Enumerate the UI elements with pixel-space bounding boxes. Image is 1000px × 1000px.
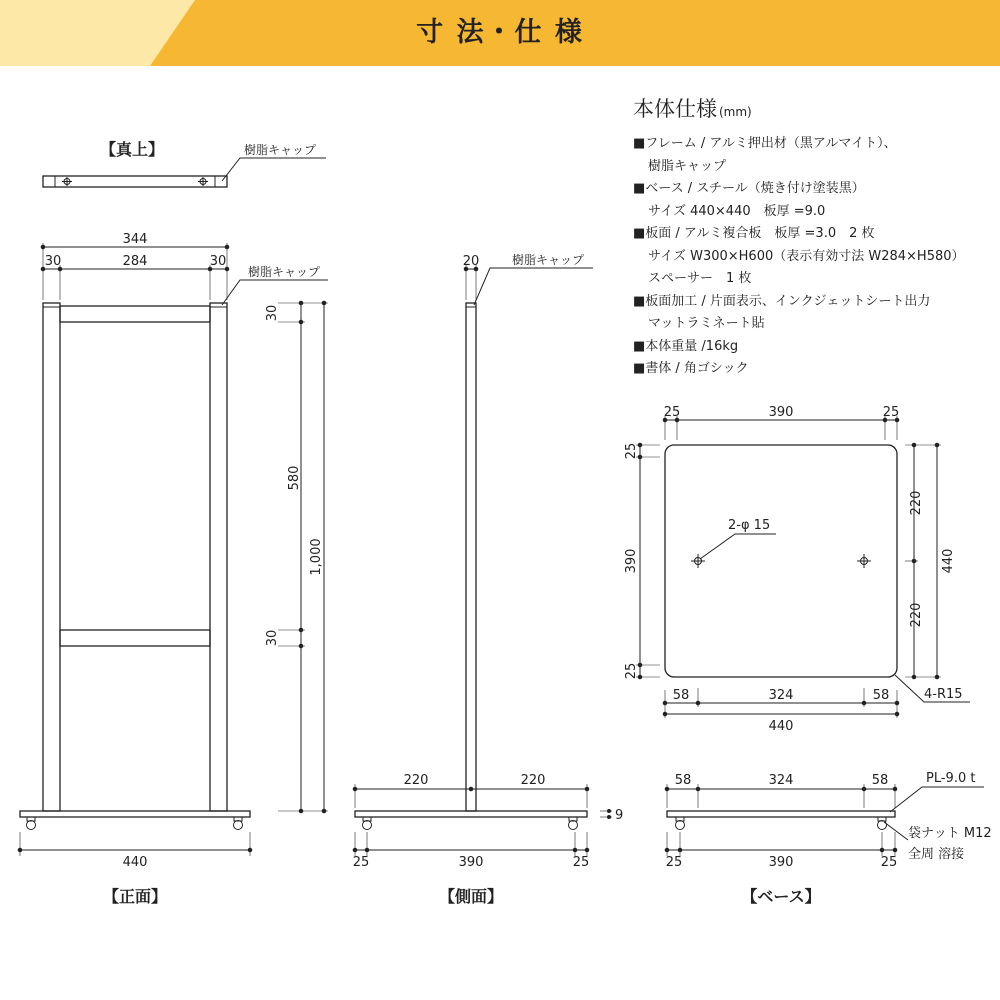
front-cap-leader	[222, 280, 328, 305]
side-dim-bottom-right-label: 25	[572, 855, 590, 870]
top-cap-label: 樹脂キャップ	[244, 143, 317, 157]
side-view	[353, 252, 624, 906]
plate-leader	[890, 787, 984, 812]
spec-line: 樹脂キャップ	[648, 158, 727, 174]
base-dim-left	[624, 443, 660, 680]
side-dim-bottom-left-label: 25	[352, 855, 370, 870]
front-dim-left-label: 30	[44, 254, 62, 269]
base-dim-top-left-label: 25	[663, 405, 681, 420]
base-side-dim-top-right-label: 58	[871, 773, 889, 788]
side-cap-leader	[474, 268, 593, 305]
side-dim-bottom-middle-label: 390	[458, 855, 484, 870]
top-cap-leader	[222, 158, 326, 181]
front-dim-344-label: 344	[122, 232, 148, 247]
base-hole-left	[691, 554, 705, 568]
spec-line: ■書体 / 角ゴシック	[633, 361, 749, 376]
front-dim-row-2	[41, 254, 229, 300]
base-view	[624, 405, 970, 734]
base-hole-right	[857, 554, 871, 568]
side-post	[466, 303, 476, 811]
spec-unit: (mm)	[719, 105, 752, 119]
base-side-dim-top	[665, 773, 897, 808]
top-hole-right	[198, 177, 208, 186]
spec-line: ■板面 / アルミ複合板 板厚 =3.0 2 枚	[633, 226, 875, 241]
side-dim-220	[353, 773, 589, 808]
base-dim-right-lower-label: 220	[909, 602, 924, 628]
front-caster-right	[234, 817, 243, 830]
top-view	[43, 140, 326, 187]
base-dim-left-middle-label: 390	[624, 548, 639, 574]
side-dim-thickness	[600, 808, 623, 823]
base-dim-left-bottom-label: 25	[624, 662, 639, 680]
spec-line: サイズ W300×H600（表示有効寸法 W284×H580）	[648, 248, 965, 264]
base-side-dim-bottom-middle-label: 390	[768, 855, 794, 870]
front-bottom-rail	[60, 630, 210, 646]
spec-line: ■板面加工 / 片面表示、インクジェットシート出力	[633, 293, 931, 309]
spec-line: ■ベース / スチール（焼き付け塗装黒）	[633, 181, 865, 196]
front-view	[18, 232, 328, 906]
weld-label: 全周 溶接	[908, 847, 965, 862]
side-dim-bottom	[353, 832, 590, 870]
side-view-title: 【側面】	[438, 887, 504, 906]
base-side-caster-left	[676, 817, 685, 830]
spec-line: ■フレーム / アルミ押出材（黒アルマイト）、	[633, 136, 897, 151]
base-dim-width-label: 440	[768, 719, 794, 734]
base-side-dim-bottom-right-label: 25	[880, 855, 898, 870]
spec-line: サイズ 440×440 板厚 =9.0	[648, 203, 826, 219]
spec-line: ■本体重量 /16kg	[633, 338, 739, 354]
base-dim-right-upper-label: 220	[909, 490, 924, 516]
base-dim-holes-middle-label: 324	[768, 688, 794, 703]
top-view-title: 【真上】	[99, 140, 165, 159]
base-side-dim-bottom-left-label: 25	[665, 855, 683, 870]
base-dim-left-top-label: 25	[624, 442, 639, 460]
base-side-dim-top-left-label: 58	[674, 773, 692, 788]
front-dim-total-height-label: 1,000	[309, 538, 324, 576]
base-dim-top-middle-label: 390	[768, 405, 794, 420]
front-cap-label: 樹脂キャップ	[248, 265, 321, 279]
base-side-dim-bottom	[665, 832, 897, 870]
base-corner-label: 4-R15	[924, 687, 963, 702]
side-caster-right	[569, 817, 578, 830]
base-dim-right	[905, 443, 956, 679]
nut-leader	[884, 822, 908, 840]
side-caster-left	[363, 817, 372, 830]
top-hole-left	[62, 177, 72, 186]
front-dim-440	[18, 832, 252, 870]
base-side-view	[665, 771, 991, 906]
base-hole-label: 2-φ 15	[728, 518, 771, 533]
base-dim-right-total-label: 440	[941, 548, 956, 574]
front-dim-panel-label: 580	[287, 465, 302, 491]
spec-line: マットラミネート貼	[648, 316, 765, 331]
page-title: 寸 法・仕 様	[416, 17, 584, 48]
spec-line: スペーサー 1 枚	[648, 271, 752, 286]
front-dim-base-label: 440	[122, 855, 148, 870]
front-left-post	[43, 303, 60, 811]
front-dim-top-rail-label: 30	[265, 304, 280, 322]
spec-panel	[633, 96, 993, 381]
front-view-title: 【正面】	[102, 887, 168, 906]
base-hole-leader	[700, 534, 776, 559]
base-dim-holes	[663, 688, 899, 707]
base-side-plate	[667, 811, 895, 817]
base-dim-top-right-label: 25	[882, 405, 900, 420]
side-dim-20	[463, 254, 480, 300]
side-dim-left-half-label: 220	[403, 773, 429, 788]
base-dim-holes-left-label: 58	[672, 688, 690, 703]
base-dim-top	[663, 405, 899, 440]
side-cap-label: 樹脂キャップ	[512, 253, 585, 267]
base-view-title: 【ベース】	[741, 887, 821, 906]
side-base-plate	[355, 811, 587, 817]
front-vertical-dims	[265, 301, 328, 813]
base-dim-holes-right-label: 58	[872, 688, 890, 703]
spec-title	[633, 96, 993, 125]
side-dim-post-label: 20	[462, 254, 480, 269]
side-dim-thickness-label: 9	[615, 808, 624, 823]
front-dim-right-label: 30	[209, 254, 227, 269]
nut-label: 袋ナット M12	[908, 826, 992, 841]
front-caster-left	[27, 817, 36, 830]
front-base-plate	[20, 811, 250, 817]
side-dim-right-half-label: 220	[520, 773, 546, 788]
front-top-rail	[60, 306, 210, 322]
base-side-dim-top-middle-label: 324	[768, 773, 794, 788]
front-dim-bottom-rail-label: 30	[265, 629, 280, 647]
spec-title-text: 本体仕様	[633, 97, 717, 121]
front-dim-middle-label: 284	[122, 254, 148, 269]
plate-label: PL-9.0 t	[926, 771, 976, 786]
front-right-post	[210, 303, 227, 811]
